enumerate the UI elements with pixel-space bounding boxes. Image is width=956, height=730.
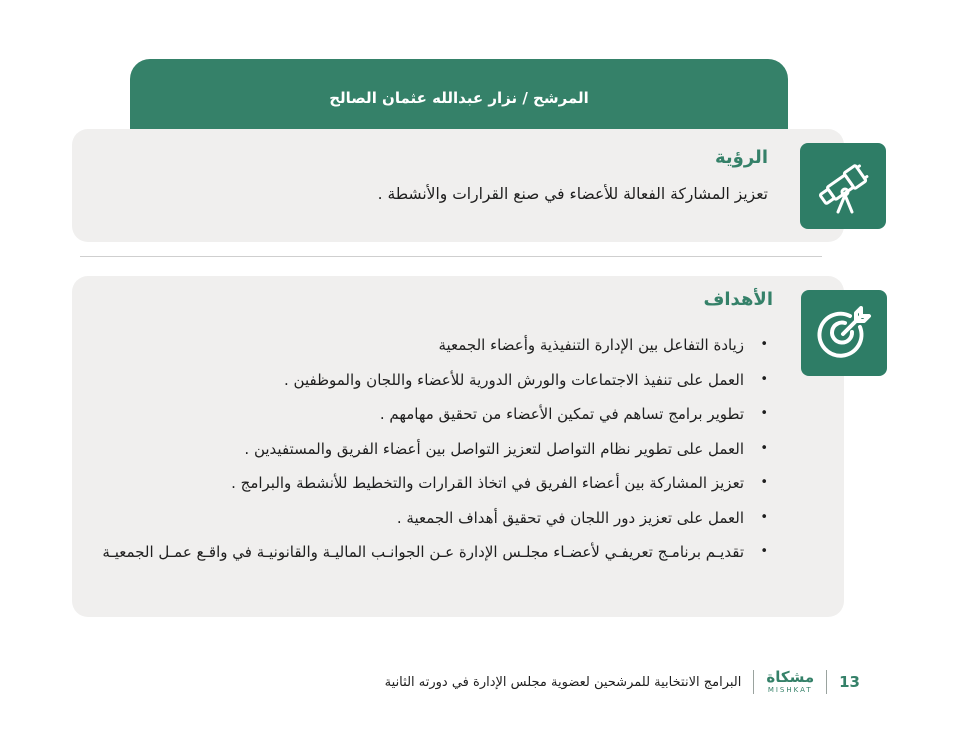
logo-arabic: مشكاة bbox=[766, 668, 815, 686]
page-footer bbox=[385, 670, 860, 694]
footer-text: البرامج الانتخابية للمرشحين لعضوية مجلس الإدارة في دورته الثانية bbox=[384, 674, 742, 690]
target-dart-icon bbox=[801, 290, 887, 376]
footer-divider bbox=[826, 670, 827, 694]
candidate-name-tab bbox=[130, 59, 788, 139]
goals-title: الأهداف bbox=[703, 289, 773, 310]
goal-item: • العمل على تعزيز دور اللجان في تحقيق أهداف الجمعية . bbox=[98, 501, 768, 536]
goal-item: • تعزيز المشاركة بين أعضاء الفريق في اتخاذ القرارات والتخطيط للأنشطة والبرامج . bbox=[98, 466, 768, 501]
goal-item: • تطوير برامج تساهم في تمكين الأعضاء من تحقيق مهامهم . bbox=[98, 397, 768, 432]
goals-list bbox=[98, 328, 768, 570]
footer-divider bbox=[753, 670, 754, 694]
goal-item: • زيادة التفاعل بين الإدارة التنفيذية وأعضاء الجمعية bbox=[98, 328, 768, 363]
vision-text: تعزيز المشاركة الفعالة للأعضاء في صنع القرارات والأنشطة . bbox=[377, 185, 768, 203]
section-divider bbox=[80, 256, 822, 257]
vision-title: الرؤية bbox=[715, 147, 768, 168]
page-number: 13 bbox=[839, 673, 860, 691]
goal-item: • العمل على تنفيذ الاجتماعات والورش الدورية للأعضاء واللجان والموظفين . bbox=[98, 363, 768, 398]
mishkat-logo bbox=[766, 670, 814, 694]
candidate-name: المرشح / نزار عبدالله عثمان الصالح bbox=[329, 89, 589, 107]
goal-item: • العمل على تطوير نظام التواصل لتعزيز التواصل بين أعضاء الفريق والمستفيدين . bbox=[98, 432, 768, 467]
goal-item: • تقديـم برنامـج تعريفـي لأعضـاء مجلـس الإدارة عـن الجوانـب الماليـة والقانونيـة في واقـع عمـل الجمعيـة bbox=[98, 535, 768, 570]
logo-english: MISHKAT bbox=[767, 686, 813, 694]
telescope-icon bbox=[800, 143, 886, 229]
